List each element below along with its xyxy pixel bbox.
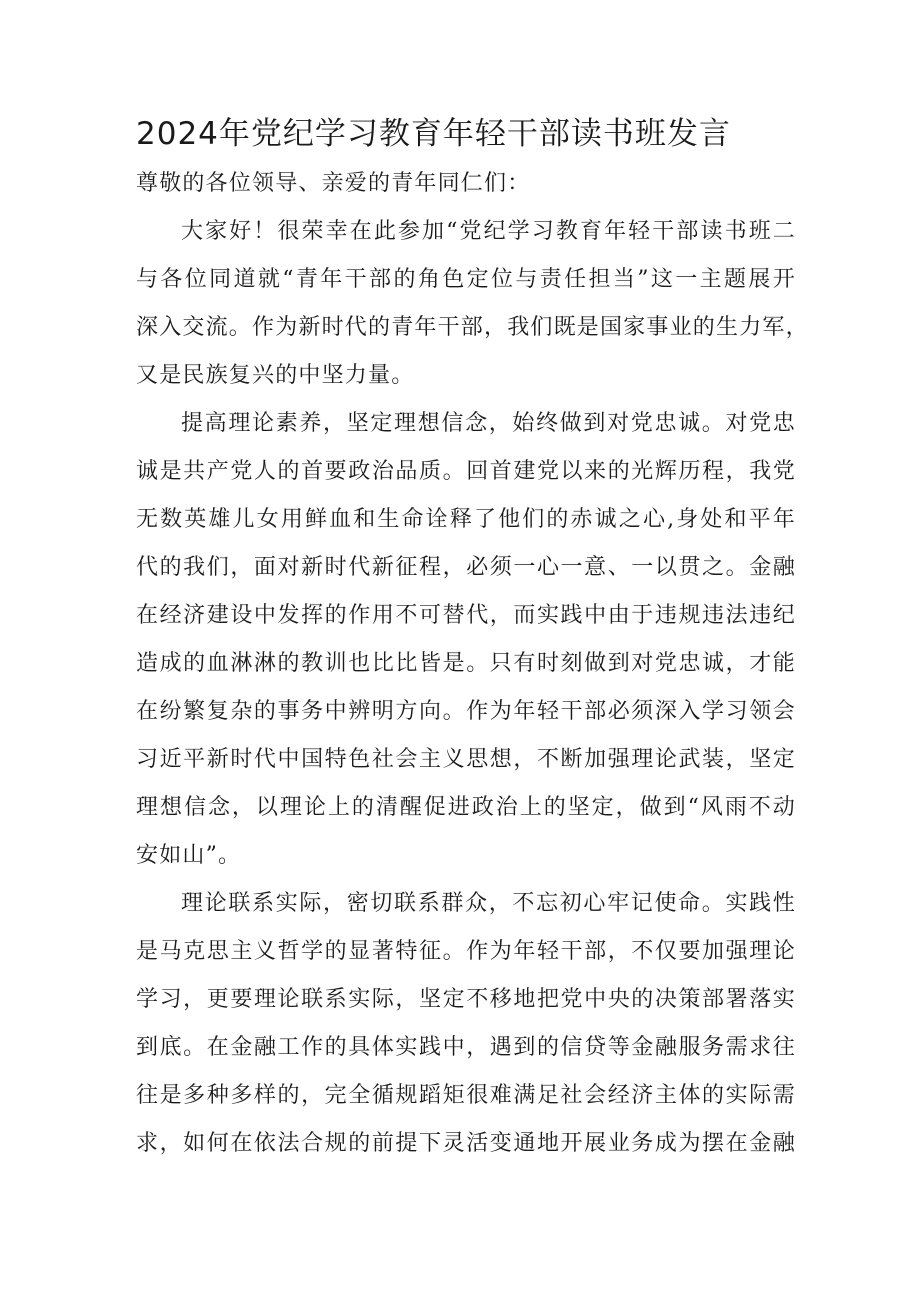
paragraph-2-line-2: 诚是共产党人的首要政治品质。回首建党以来的光辉历程，我党 [136, 459, 796, 484]
paragraph-3-line-6: 求，如何在依法合规的前提下灵活变通地开展业务成为摆在金融 [136, 1131, 796, 1156]
paragraph-2-line-1: 提高理论素养，坚定理想信念，始终做到对党忠诚。对党忠 [181, 411, 796, 436]
paragraph-3-line-3: 学习，更要理论联系实际，坚定不移地把党中央的决策部署落实 [136, 987, 796, 1012]
paragraph-3-line-4: 到底。在金融工作的具体实践中，遇到的信贷等金融服务需求往 [136, 1035, 796, 1060]
paragraph-3-line-2: 是马克思主义哲学的显著特征。作为年轻干部，不仅要加强理论 [136, 939, 796, 964]
greeting: 尊敬的各位领导、亲爱的青年同仁们： [136, 171, 531, 196]
paragraph-2-line-9: 理想信念，以理论上的清醒促进政治上的坚定，做到“风雨不动 [136, 795, 796, 820]
paragraph-1-line-2: 与各位同道就“青年干部的角色定位与责任担当”这一主题展开 [136, 267, 796, 292]
paragraph-2-line-5: 在经济建设中发挥的作用不可替代，而实践中由于违规违法违纪 [136, 603, 796, 628]
paragraph-2-line-7: 在纷繁复杂的事务中辨明方向。作为年轻干部必须深入学习领会 [136, 699, 796, 724]
paragraph-3-line-1: 理论联系实际，密切联系群众，不忘初心牢记使命。实践性 [181, 891, 796, 916]
paragraph-1-line-3: 深入交流。作为新时代的青年干部，我们既是国家事业的生力军， [136, 315, 809, 340]
paragraph-2-line-3: 无数英雄儿女用鲜血和生命诠释了他们的赤诚之心,身处和平年 [136, 507, 796, 532]
paragraph-2-line-6: 造成的血淋淋的教训也比比皆是。只有时刻做到对党忠诚，才能 [136, 651, 796, 676]
paragraph-1-line-4: 又是民族复兴的中坚力量。 [136, 363, 415, 388]
paragraph-1-line-1: 大家好！很荣幸在此参加“党纪学习教育年轻干部读书班二 [181, 219, 796, 244]
paragraph-3-line-5: 往是多种多样的，完全循规蹈矩很难满足社会经济主体的实际需 [136, 1083, 796, 1108]
paragraph-2-line-4: 代的我们，面对新时代新征程，必须一心一意、一以贯之。金融 [136, 555, 796, 580]
paragraph-2-line-10: 安如山”。 [136, 843, 242, 868]
paragraph-2-line-8: 习近平新时代中国特色社会主义思想，不断加强理论武装，坚定 [136, 747, 796, 772]
document-title: 2024年党纪学习教育年轻干部读书班发言 [136, 116, 731, 152]
